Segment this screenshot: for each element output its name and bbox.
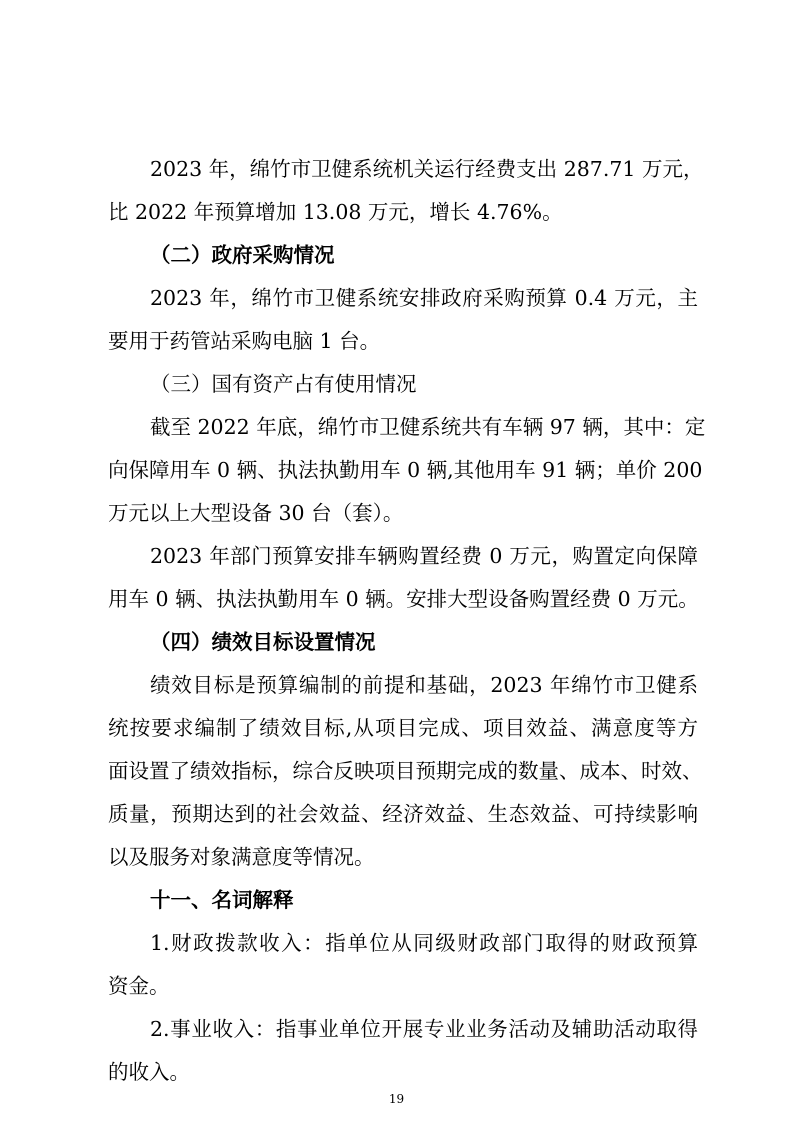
paragraph-line: 资金。 bbox=[108, 974, 170, 998]
paragraph-line: 以及服务对象满意度等情况。 bbox=[108, 845, 375, 869]
paragraph-line: 统按要求编制了绩效目标,从项目完成、项目效益、满意度等方 bbox=[108, 716, 698, 740]
paragraph-line: 质量，预期达到的社会效益、经济效益、生态效益、可持续影响 bbox=[108, 802, 698, 826]
paragraph-line: 面设置了绩效指标，综合反映项目预期完成的数量、成本、时效、 bbox=[108, 759, 703, 783]
section-heading-government-procurement: （二）政府采购情况 bbox=[150, 243, 335, 267]
paragraph-line: 2023 年，绵竹市卫健系统安排政府采购预算 0.4 万元，主 bbox=[150, 286, 698, 310]
paragraph-line: 用车 0 辆、执法执勤用车 0 辆。安排大型设备购置经费 0 万元。 bbox=[108, 587, 699, 611]
section-heading-performance-goals: （四）绩效目标设置情况 bbox=[150, 630, 376, 654]
paragraph-line: 比 2022 年预算增加 13.08 万元，增长 4.76%。 bbox=[108, 200, 563, 224]
section-heading-state-assets: （三）国有资产占有使用情况 bbox=[150, 372, 417, 396]
page-number: 19 bbox=[388, 1092, 405, 1106]
paragraph-line: 截至 2022 年底，绵竹市卫健系统共有车辆 97 辆，其中：定 bbox=[150, 415, 706, 439]
paragraph-line: 2023 年部门预算安排车辆购置经费 0 万元，购置定向保障 bbox=[150, 544, 698, 568]
paragraph-line: 万元以上大型设备 30 台（套）。 bbox=[108, 501, 404, 525]
paragraph-line: 的收入。 bbox=[108, 1060, 190, 1084]
paragraph-line: 1.财政拨款收入：指单位从同级财政部门取得的财政预算 bbox=[150, 931, 698, 955]
chapter-heading-glossary: 十一、名词解释 bbox=[150, 888, 294, 912]
paragraph-line: 绩效目标是预算编制的前提和基础，2023 年绵竹市卫健系 bbox=[150, 673, 698, 697]
paragraph-line: 2023 年，绵竹市卫健系统机关运行经费支出 287.71 万元， bbox=[150, 157, 704, 181]
paragraph-line: 2.事业收入：指事业单位开展专业业务活动及辅助活动取得 bbox=[150, 1017, 698, 1041]
paragraph-line: 向保障用车 0 辆、执法执勤用车 0 辆,其他用车 91 辆；单价 200 bbox=[108, 458, 703, 482]
paragraph-line: 要用于药管站采购电脑 1 台。 bbox=[108, 329, 381, 353]
